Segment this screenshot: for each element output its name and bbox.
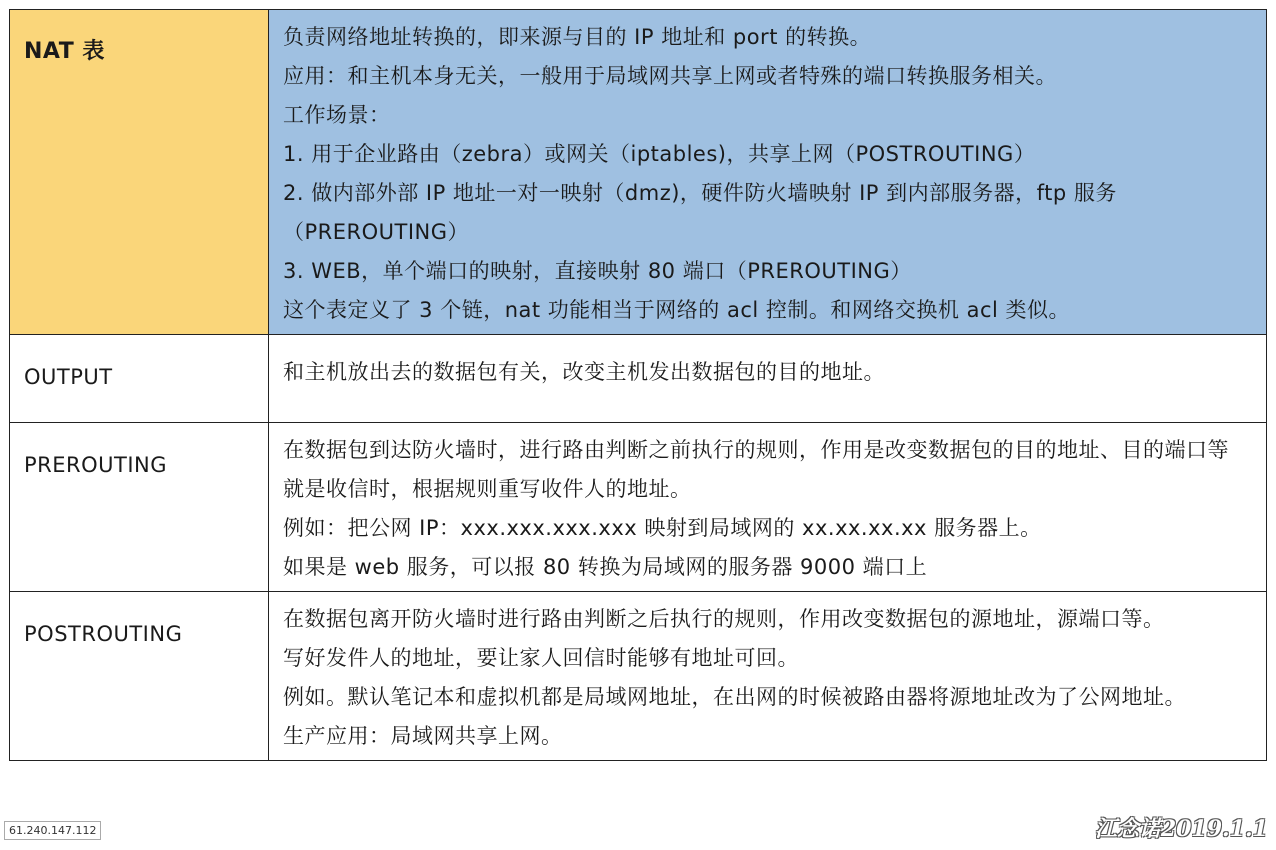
description-line: 应用：和主机本身无关，一般用于局域网共享上网或者特殊的端口转换服务相关。 [283, 64, 1057, 88]
table-row-prerouting [10, 423, 1267, 592]
description-line: 和主机放出去的数据包有关，改变主机发出数据包的目的地址。 [283, 360, 885, 384]
description-line: 如果是 web 服务，可以报 80 转换为局域网的服务器 9000 端口上 [283, 555, 928, 579]
table-row-nat [10, 10, 1267, 335]
description-line: 这个表定义了 3 个链，nat 功能相当于网络的 acl 控制。和网络交换机 acl 类似。 [283, 298, 1070, 322]
description-line: 2. 做内部外部 IP 地址一对一映射（dmz)，硬件防火墙映射 IP 到内部服务器，ftp 服务（PREROUTING） [283, 181, 1117, 244]
row-value-cell [269, 10, 1267, 335]
description-line: 工作场景： [283, 103, 391, 127]
table-row-postrouting [10, 592, 1267, 761]
row-key-cell: POSTROUTING [10, 592, 269, 761]
description-line: 3. WEB，单个端口的映射，直接映射 80 端口（PREROUTING） [283, 259, 912, 283]
description-line: 就是收信时，根据规则重写收件人的地址。 [283, 477, 692, 501]
row-key-cell: NAT 表 [10, 10, 269, 335]
description-line: 例如：把公网 IP：xxx.xxx.xxx.xxx 映射到局域网的 xx.xx.xx.xx 服务器上。 [283, 516, 1042, 540]
row-value-cell [269, 423, 1267, 592]
description-line: 负责网络地址转换的，即来源与目的 IP 地址和 port 的转换。 [283, 25, 872, 49]
author-watermark: 江念诺2019.1.1 [1094, 816, 1268, 842]
description-line: 生产应用：局域网共享上网。 [283, 724, 563, 748]
row-value-cell [269, 335, 1267, 423]
table-row-output [10, 335, 1267, 423]
row-value-cell [269, 592, 1267, 761]
description-line: 在数据包到达防火墙时，进行路由判断之前执行的规则，作用是改变数据包的目的地址、目的端口等 [283, 438, 1229, 462]
description-line: 1. 用于企业路由（zebra）或网关（iptables)，共享上网（POSTROUTING） [283, 142, 1036, 166]
description-line: 写好发件人的地址，要让家人回信时能够有地址可回。 [283, 646, 799, 670]
description-line: 例如。默认笔记本和虚拟机都是局域网地址，在出网的时候被路由器将源地址改为了公网地址。 [283, 685, 1186, 709]
row-key-cell: PREROUTING [10, 423, 269, 592]
ip-address-tag: 61.240.147.112 [4, 821, 101, 840]
row-key-cell: OUTPUT [10, 335, 269, 423]
description-line: 在数据包离开防火墙时进行路由判断之后执行的规则，作用改变数据包的源地址，源端口等。 [283, 607, 1165, 631]
nat-table [9, 9, 1267, 761]
